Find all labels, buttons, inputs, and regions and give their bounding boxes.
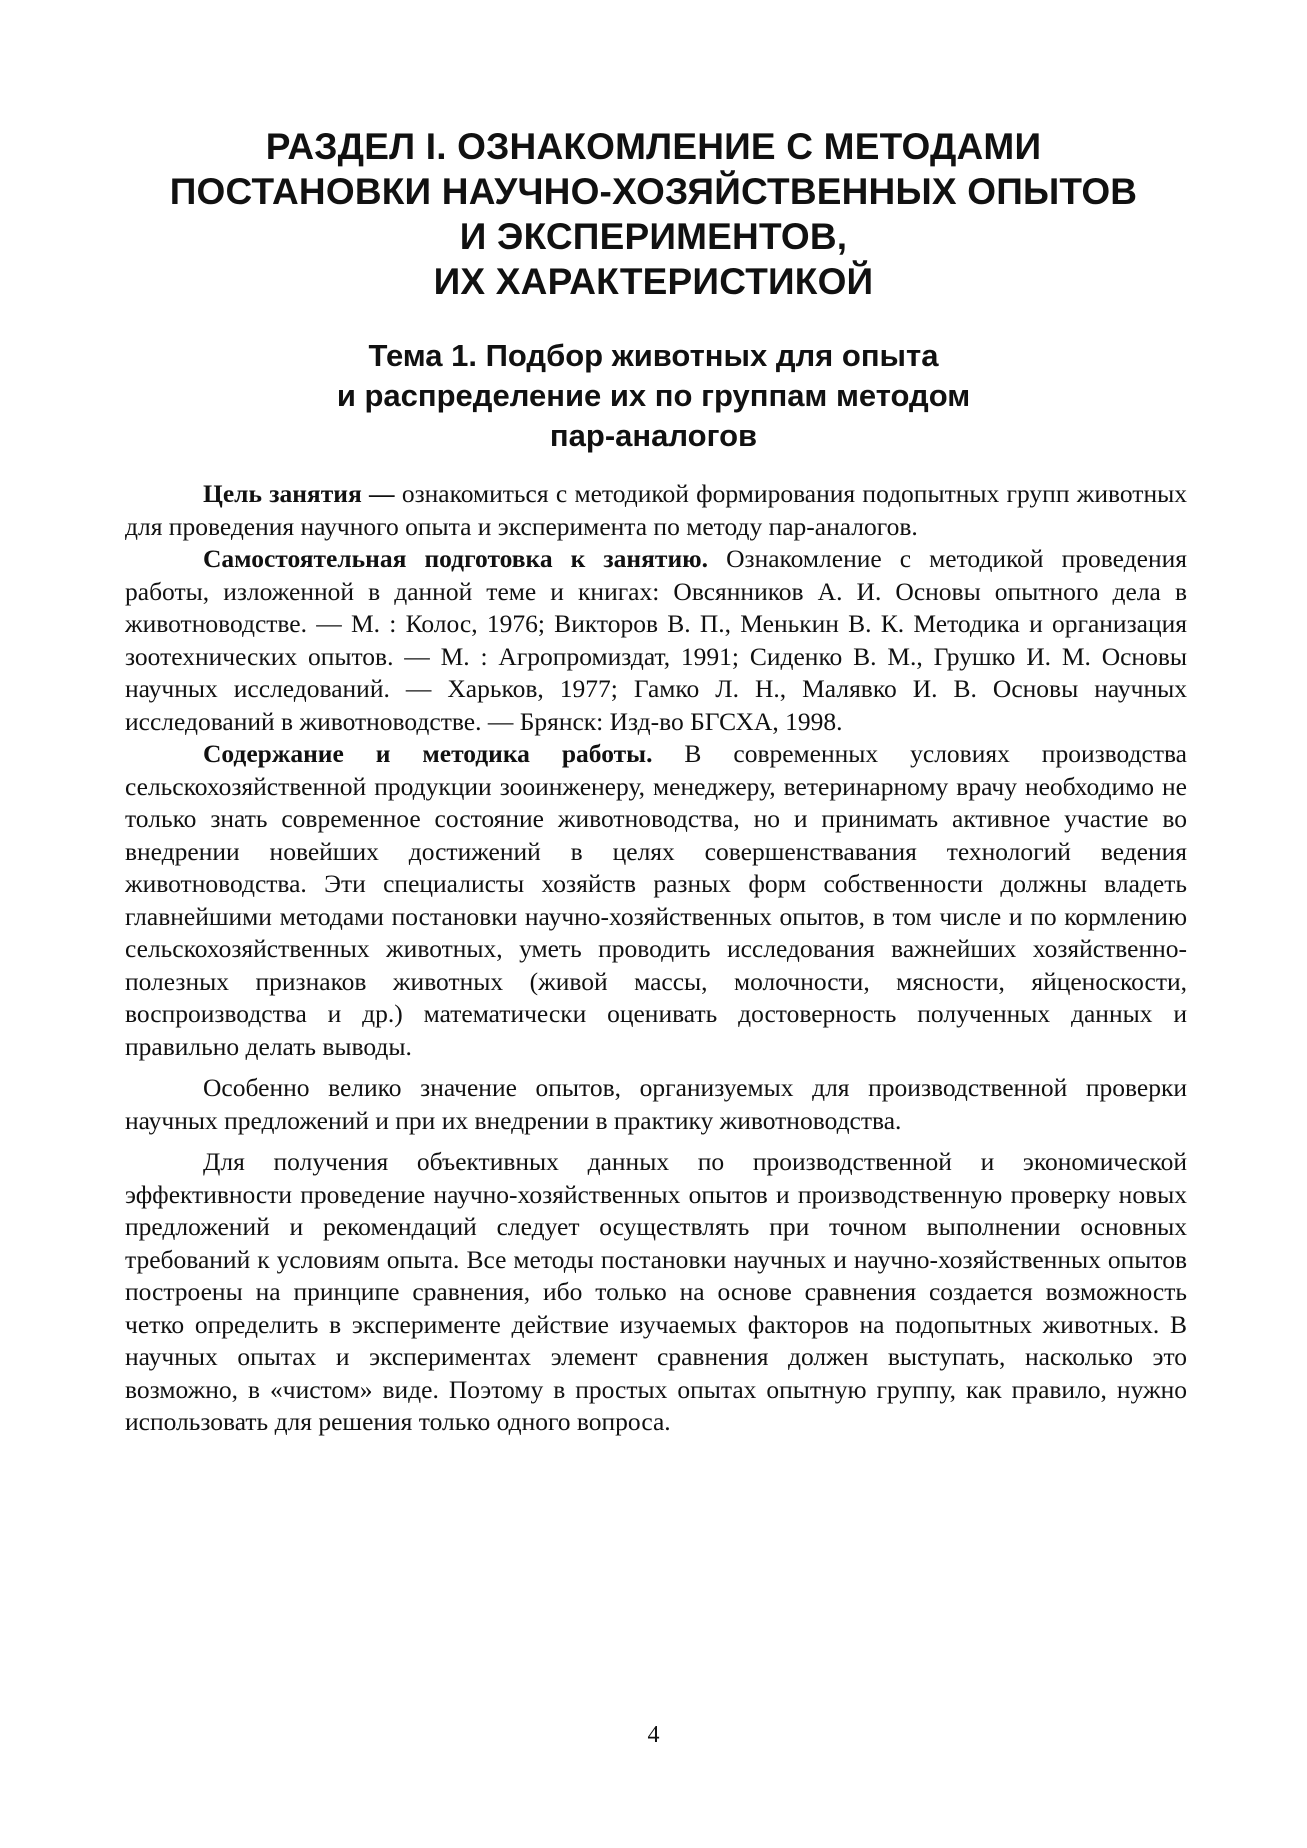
section-heading-line: ИХ ХАРАКТЕРИСТИКОЙ bbox=[433, 261, 874, 302]
page-number: 4 bbox=[647, 1722, 660, 1748]
topic-heading-line: пар-аналогов bbox=[549, 418, 758, 453]
section-heading-line: И ЭКСПЕРИМЕНТОВ, bbox=[459, 216, 848, 257]
topic-heading bbox=[110, 336, 1197, 456]
paragraph-text: Особенно велико значение опытов, организуемых для производственной проверки научных предложений и при их внедрении в практику животноводства. bbox=[125, 1073, 1187, 1135]
paragraph-lead: Цель занятия — bbox=[203, 479, 395, 508]
paragraph-comparison bbox=[125, 1146, 1187, 1439]
paragraph-significance bbox=[125, 1072, 1187, 1137]
body-text bbox=[125, 478, 1187, 1439]
topic-heading-line: Тема 1. Подбор животных для опыта bbox=[368, 338, 939, 373]
section-heading bbox=[110, 124, 1197, 304]
paragraph-lead: Самостоятельная подготовка к занятию. bbox=[203, 544, 708, 573]
paragraph-lead: Содержание и методика работы. bbox=[203, 739, 653, 768]
paragraph-goal bbox=[125, 478, 1187, 543]
topic-heading-line: и распределение их по группам методом bbox=[336, 378, 971, 413]
section-heading-line: ПОСТАНОВКИ НАУЧНО-ХОЗЯЙСТВЕННЫХ ОПЫТОВ bbox=[169, 171, 1138, 212]
paragraph-text: Ознакомление с методикой проведения работы, изложенной в данной теме и книгах: Овсянников А. И. Основы опытного дела в животноводстве. — М. : Колос, 1976; Викторов В. П., Менькин В. К. Методика и организация зоотехнических опытов. — М. : Агропромиздат, 1991; Сиденко В. М., Грушко И. М. Основы научных исследований. — Харьков, 1977; Гамко Л. Н., Малявко И. В. Основы научных исследований в животноводстве. — Брянск: Изд-во БГСХА, 1998. bbox=[125, 544, 1187, 736]
paragraph-text: В современных условиях производства сельскохозяйственной продукции зооинженеру, менеджеру, ветеринарному врачу необходимо не только знать современное состояние животноводства, но и принимать активное участие во внедрении новейших достижений в целях совершенствавания технологий ведения животноводства. Эти специалисты хозяйств разных форм собственности должны владеть главнейшими методами постановки научно-хозяйственных опытов, в том числе и по кормлению сельскохозяйственных животных, уметь проводить исследования важнейших хозяйственно-полезных признаков животных (живой массы, молочности, мясности, яйценоскости, воспроизводства и др.) математически оценивать достоверность полученных данных и правильно делать выводы. bbox=[125, 739, 1188, 1061]
paragraph-text: ознакомиться с методикой формирования подопытных групп животных для проведения научного опыта и эксперимента по методу пар-аналогов. bbox=[125, 479, 1187, 541]
section-heading-line: РАЗДЕЛ I. ОЗНАКОМЛЕНИЕ С МЕТОДАМИ bbox=[265, 126, 1042, 167]
paragraph-content-method bbox=[125, 738, 1187, 1063]
paragraph-self-study bbox=[125, 543, 1187, 738]
paragraph-text: Для получения объективных данных по производственной и экономической эффективности проведение научно-хозяйственных опытов и производственную проверку новых предложений и рекомендаций следует осуществлять при точном выполнении основных требований к условиям опыта. Все методы постановки научных и научно-хозяйственных опытов построены на принципе сравнения, ибо только на основе сравнения создается возможность четко определить в эксперименте действие изучаемых факторов на подопытных животных. В научных опытах и экспериментах элемент сравнения должен выступать, насколько это возможно, в «чистом» виде. Поэтому в простых опытах опытную группу, как правило, нужно использовать для решения только одного вопроса. bbox=[125, 1147, 1187, 1436]
